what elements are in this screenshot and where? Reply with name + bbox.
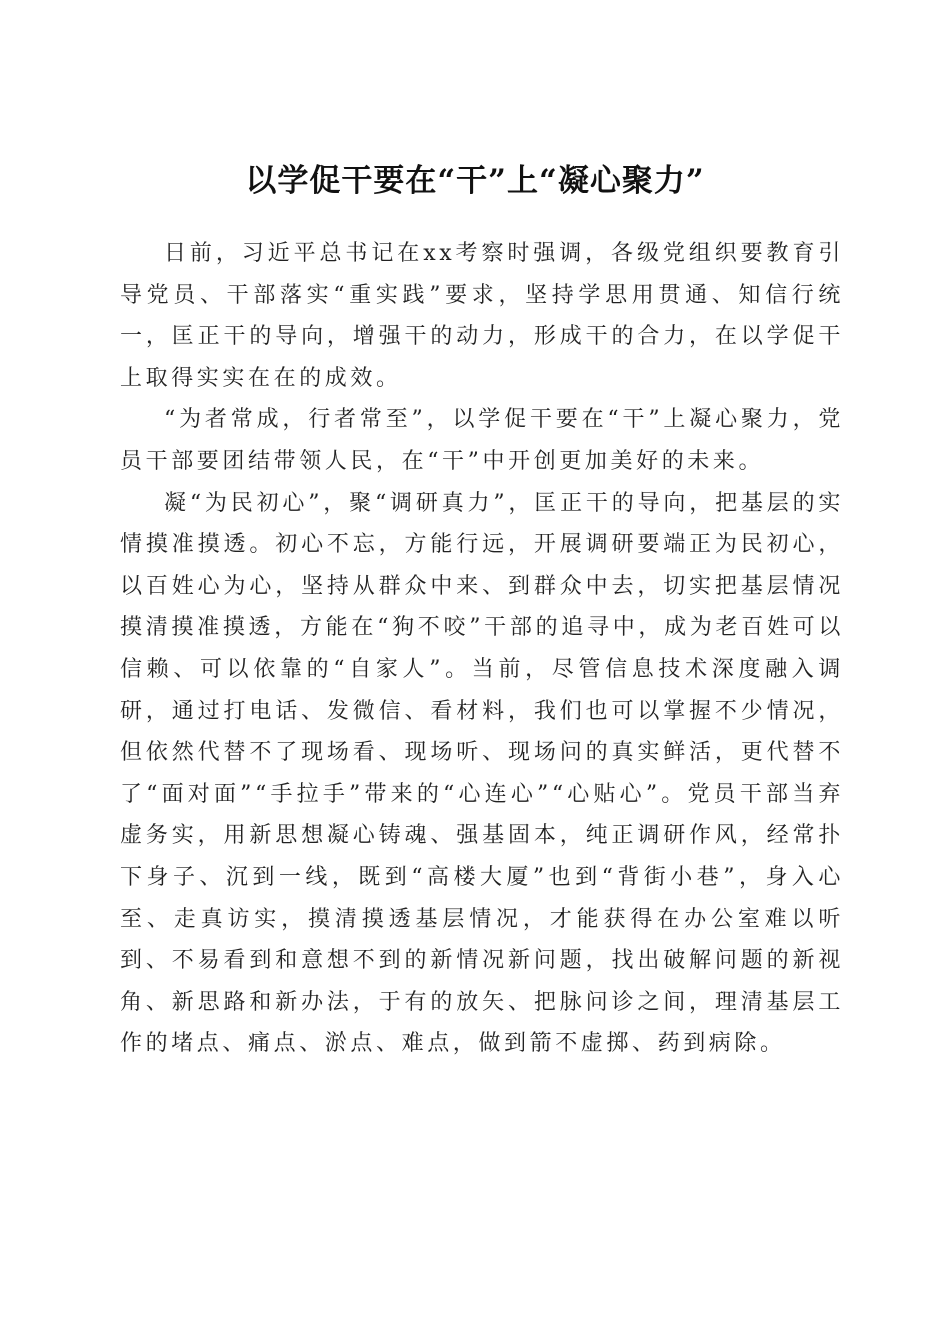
paragraph-intro: 日前，习近平总书记在xx考察时强调，各级党组织要教育引导党员、干部落实“重实践”要求，坚持学思用贯通、知信行统一，匡正干的导向，增强干的动力，形成干的合力，在以学促干上取得实实在在的成效。 — [120, 241, 844, 391]
paragraph-theme: “为者常成，行者常至”，以学促干要在“干”上凝心聚力，党员干部要团结带领人民，在“干”中开创更加美好的未来。 — [120, 407, 844, 474]
document-body — [120, 233, 844, 1065]
document-title: 以学促干要在“干”上“凝心聚力” — [245, 162, 705, 199]
paragraph-research: 凝“为民初心”，聚“调研真力”，匡正干的导向，把基层的实情摸准摸透。初心不忘，方能行远，开展调研要端正为民初心，以百姓心为心，坚持从群众中来、到群众中去，切实把基层情况摸清摸准摸透，方能在“狗不咬”干部的追寻中，成为老百姓可以信赖、可以依靠的“自家人”。当前，尽管信息技术深度融入调研，通过打电话、发微信、看材料，我们也可以掌握不少情况，但依然代替不了现场看、现场听、现场问的真实鲜活，更代替不了“面对面”“手拉手”带来的“心连心”“心贴心”。党员干部当弃虚务实，用新思想凝心铸魂、强基固本，纯正调研作风，经常扑下身子、沉到一线，既到“高楼大厦”也到“背街小巷”，身入心至、走真访实，摸清摸透基层情况，才能获得在办公室难以听到、不易看到和意想不到的新情况新问题，找出破解问题的新视角、新思路和新办法，于有的放矢、把脉问诊之间，理清基层工作的堵点、痛点、淤点、难点，做到箭不虚掷、药到病除。 — [120, 490, 844, 1057]
